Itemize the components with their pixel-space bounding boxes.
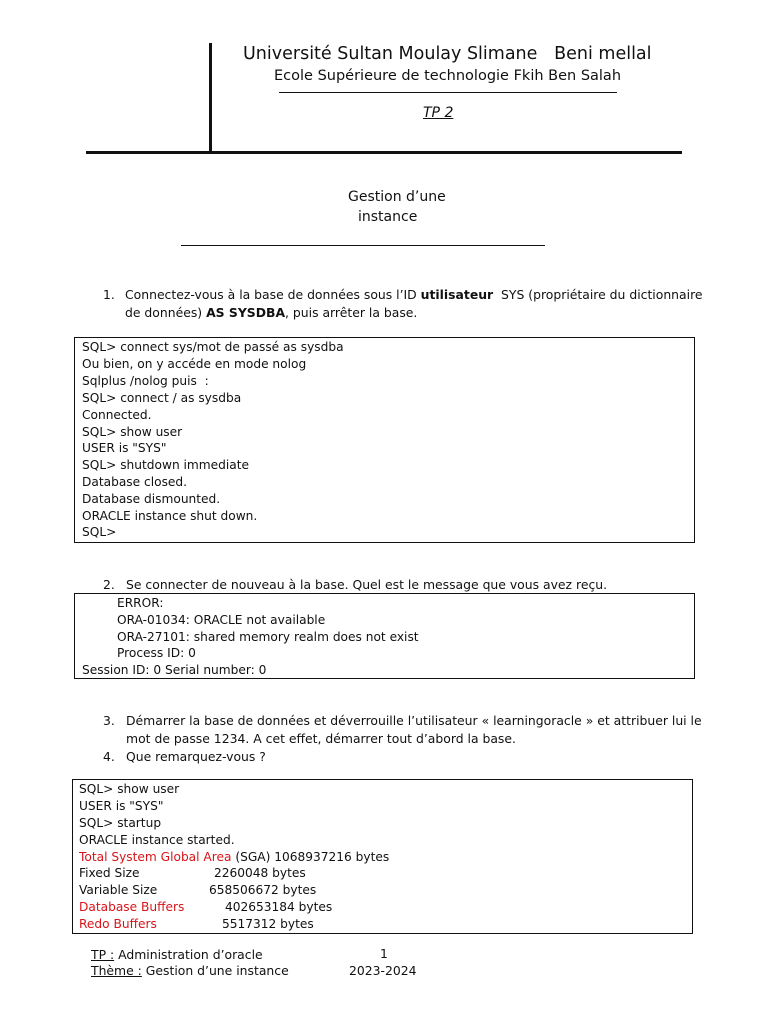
doc-title-line2: instance — [358, 209, 418, 225]
footer-tp-label: TP : — [91, 947, 115, 962]
box2-line: ERROR: — [117, 596, 164, 610]
footer-theme-value: Gestion d’une instance — [141, 963, 289, 978]
school-name: Ecole Supérieure de technologie Fkih Ben Salah — [274, 68, 622, 84]
answer-box-2 — [74, 593, 695, 679]
header-horizontal-rule — [86, 151, 682, 154]
box1-line: SQL> show user — [82, 425, 183, 439]
box2-line: ORA-01034: ORACLE not available — [117, 613, 326, 627]
box1-line: Database closed. — [82, 475, 188, 489]
box1-line: ORACLE instance shut down. — [82, 509, 258, 523]
title-underline — [181, 245, 545, 246]
doc-title-line1: Gestion d’une — [348, 189, 446, 205]
q1-text-c: de données) — [125, 305, 207, 320]
box1-line: SQL> — [82, 525, 117, 539]
variable-size-value: 658506672 bytes — [209, 883, 317, 897]
box3-line: SQL> startup — [79, 816, 162, 830]
tp-number: TP 2 — [423, 105, 454, 121]
box1-line: Connected. — [82, 408, 152, 422]
box1-line: USER is "SYS" — [82, 441, 167, 455]
footer-theme-label: Thème : — [91, 963, 142, 978]
q3-line2: mot de passe 1234. A cet effet, démarrer tout d’abord la base. — [126, 731, 516, 746]
footer-theme — [91, 963, 289, 978]
footer-tp — [91, 947, 263, 962]
q1-bold-sysdba: AS SYSDBA — [206, 305, 286, 320]
box1-line: Ou bien, on y accéde en mode nolog — [82, 357, 307, 371]
school-underline — [279, 92, 617, 93]
box1-line: SQL> connect sys/mot de passé as sysdba — [82, 340, 344, 354]
answer-box-3 — [72, 779, 693, 934]
q1-text-d: , puis arrêter la base. — [285, 305, 418, 320]
box1-line: SQL> shutdown immediate — [82, 458, 250, 472]
variable-size-label: Variable Size — [79, 883, 158, 897]
answer-box-1 — [74, 337, 695, 543]
header-vertical-rule — [209, 43, 212, 153]
q1-bold-utilisateur: utilisateur — [420, 287, 494, 302]
q4-text: Que remarquez-vous ? — [126, 749, 266, 764]
box1-line: Sqlplus /nolog puis : — [82, 374, 209, 388]
footer-tp-value: Administration d’oracle — [114, 947, 263, 962]
box1-line: Database dismounted. — [82, 492, 221, 506]
q1-text-a: Connectez-vous à la base de données sous l’ID — [125, 287, 421, 302]
fixed-size-value: 2260048 bytes — [214, 866, 306, 880]
sga-label: Total System Global Area — [79, 850, 232, 864]
q2-number: 2. — [103, 577, 115, 592]
box1-line: SQL> connect / as sysdba — [82, 391, 242, 405]
q1-line1 — [125, 286, 703, 304]
box2-line: ORA-27101: shared memory realm does not exist — [117, 630, 419, 644]
database-buffers-label: Database Buffers — [79, 900, 185, 914]
redo-buffers-value: 5517312 bytes — [222, 917, 314, 931]
sga-value: (SGA) 1068937216 bytes — [231, 850, 390, 864]
q1-line2 — [125, 304, 417, 322]
fixed-size-label: Fixed Size — [79, 866, 140, 880]
footer-year: 2023-2024 — [349, 963, 417, 978]
q2-text: Se connecter de nouveau à la base. Quel est le message que vous avez reçu. — [126, 577, 608, 592]
q1-number: 1. — [103, 287, 115, 302]
q3-number: 3. — [103, 713, 115, 728]
database-buffers-value: 402653184 bytes — [225, 900, 333, 914]
university-name: Université Sultan Moulay Slimane Beni mellal — [243, 44, 652, 64]
box3-line: SQL> show user — [79, 782, 180, 796]
box3-line: USER is "SYS" — [79, 799, 164, 813]
box2-line: Session ID: 0 Serial number: 0 — [82, 663, 267, 677]
q1-text-b: SYS (propriétaire du dictionnaire — [493, 287, 703, 302]
q3-line1: Démarrer la base de données et déverrouille l’utilisateur « learningoracle » et attribuer lui le — [126, 713, 702, 728]
page-number: 1 — [380, 946, 388, 961]
box3-sga-line — [79, 850, 389, 864]
box2-line: Process ID: 0 — [117, 646, 196, 660]
redo-buffers-label: Redo Buffers — [79, 917, 157, 931]
box3-line: ORACLE instance started. — [79, 833, 235, 847]
q4-number: 4. — [103, 749, 115, 764]
